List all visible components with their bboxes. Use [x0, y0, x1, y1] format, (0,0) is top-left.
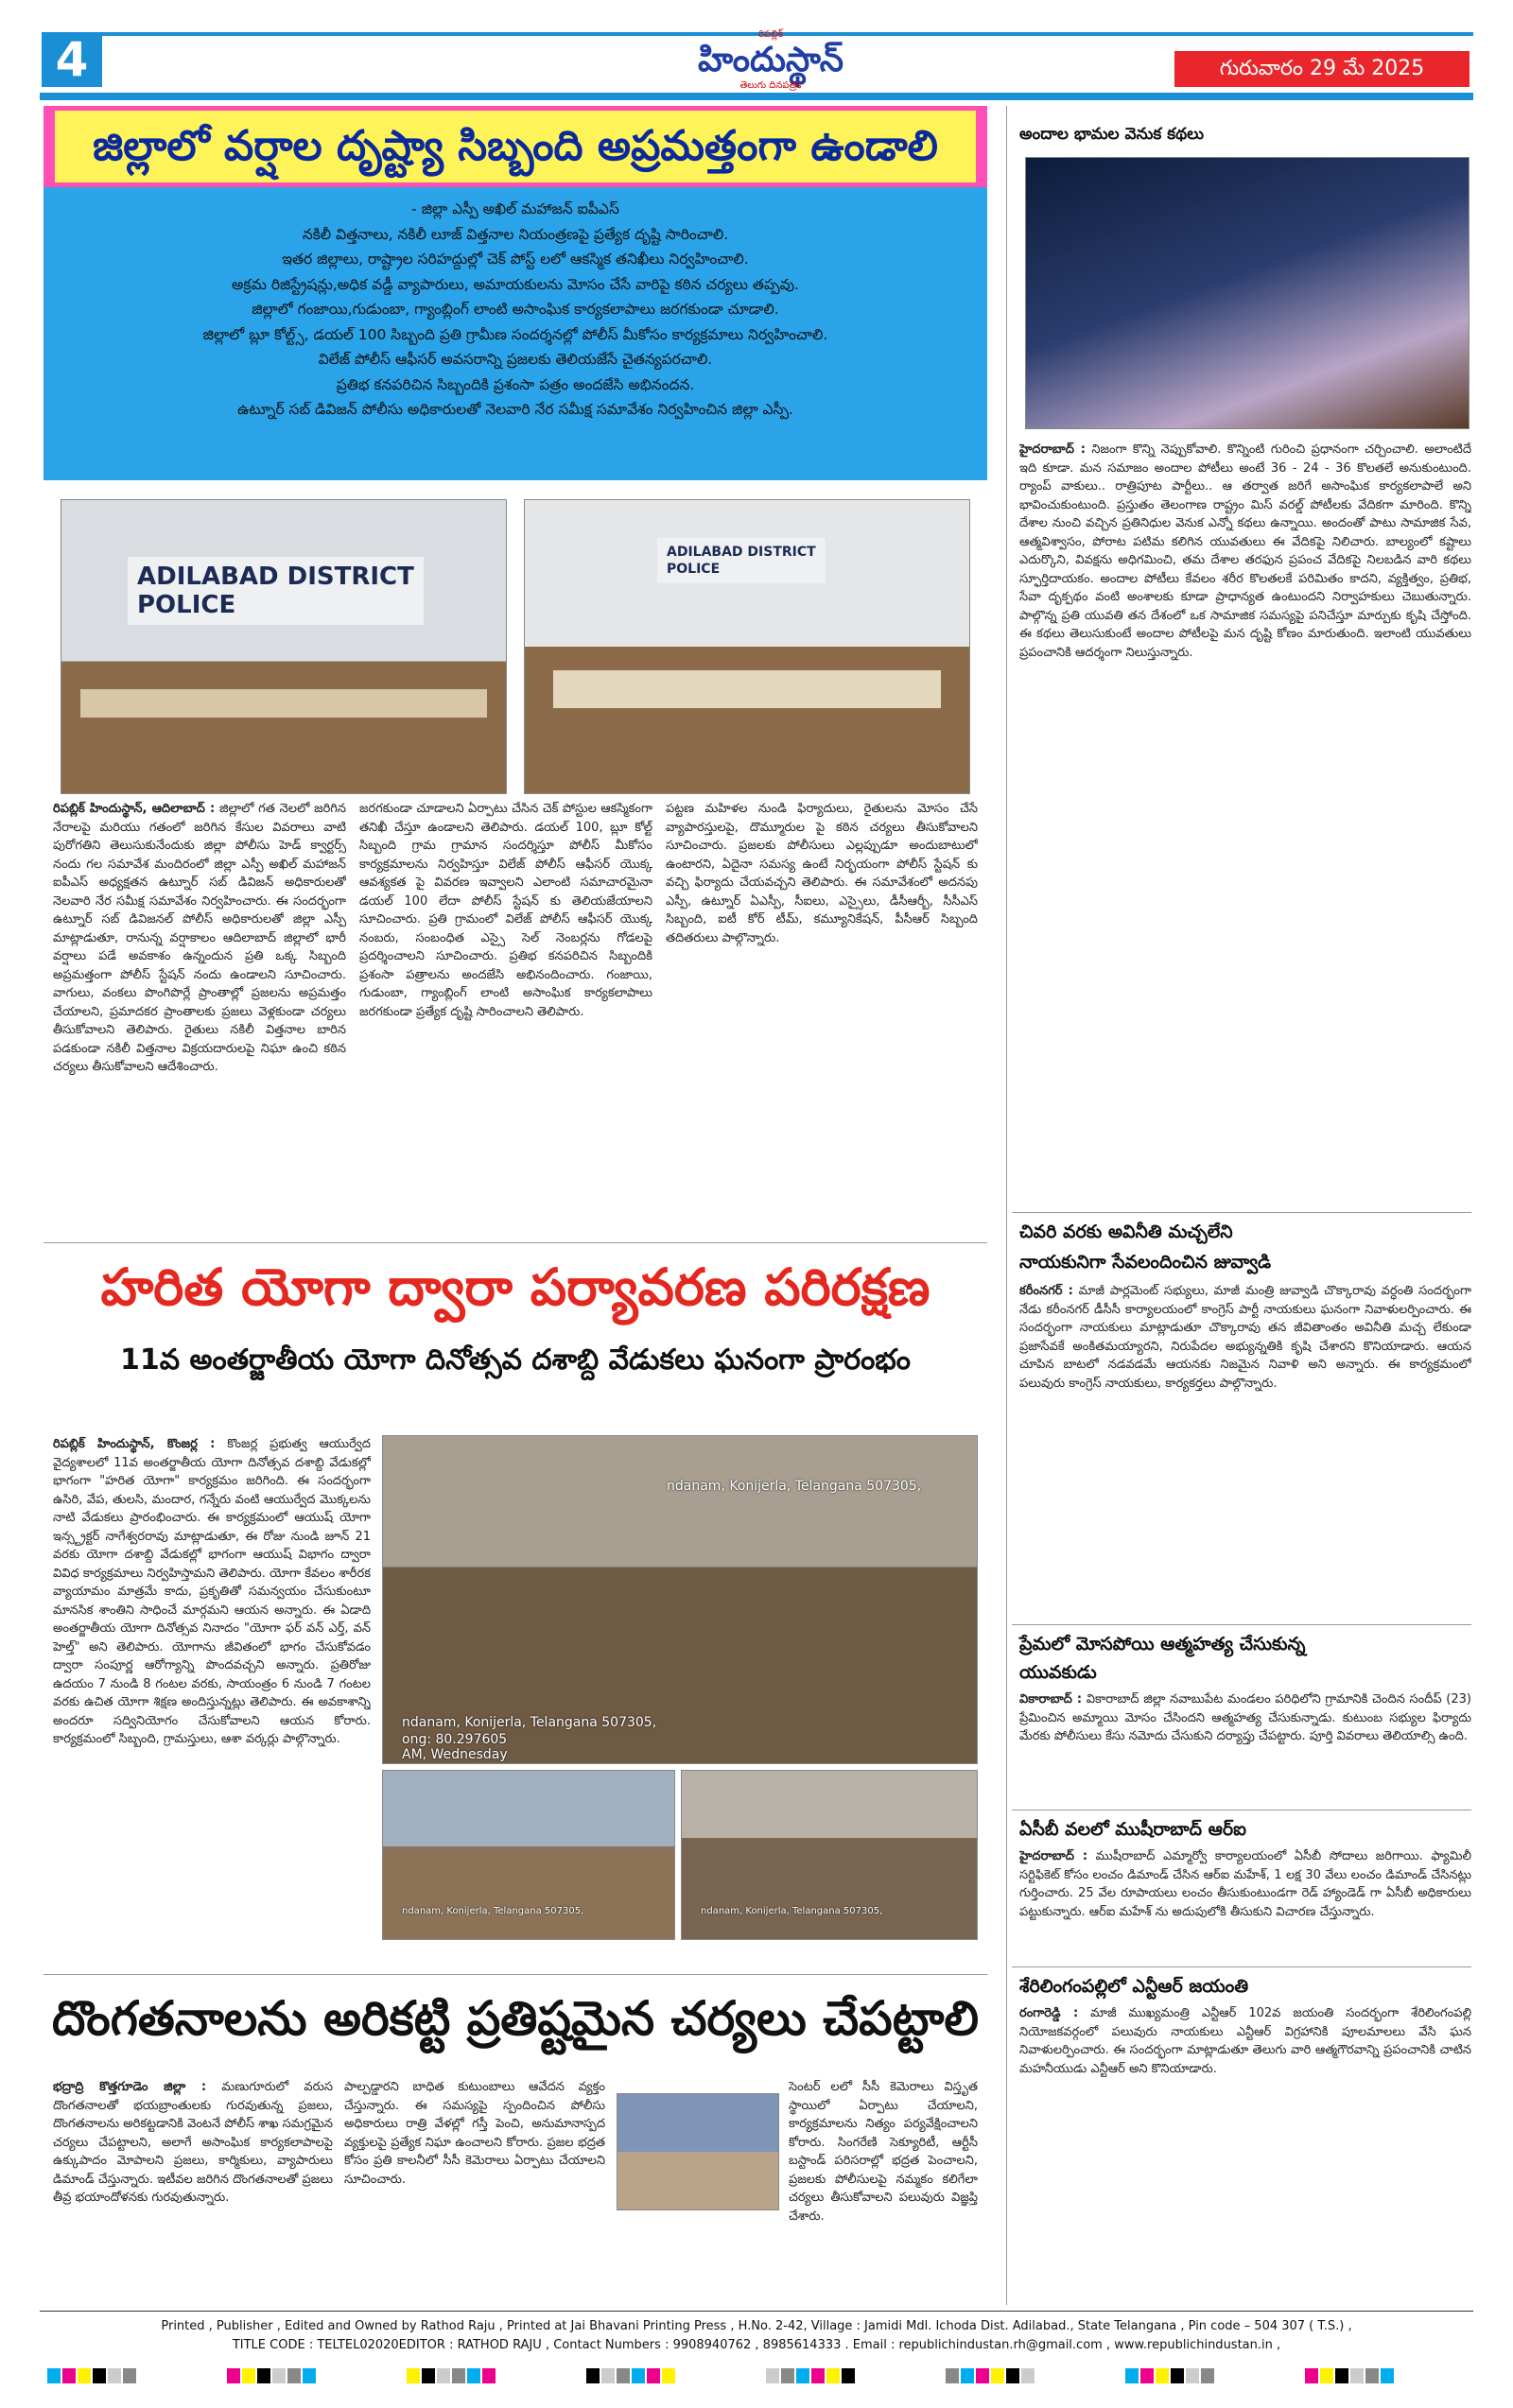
- story-juvvadi-headline-1: చివరి వరకు అవినీతి మచ్చలేని: [1019, 1221, 1233, 1242]
- page-number: 4: [42, 32, 102, 87]
- story-juvvadi-dateline: కరీంనగర్ :: [1019, 1284, 1073, 1298]
- story-ntr-headline: శేరిలింగంపల్లిలో ఎన్టీఆర్ జయంతి: [1019, 1976, 1249, 1997]
- registration-swatch: [766, 2368, 779, 2383]
- yoga-photo-3: [681, 1770, 978, 1940]
- registration-swatch: [586, 2368, 600, 2383]
- registration-swatch: [1201, 2368, 1214, 2383]
- story2-headline: హరిత యోగా ద్వారా పర్యావరణ పరిరక్షణ: [100, 1257, 930, 1317]
- registration-swatch: [601, 2368, 615, 2383]
- story1-byline: రిపబ్లిక్ హిందుస్థాన్, ఆదిలాబాద్ :: [53, 802, 216, 816]
- story1-column-1: [53, 800, 346, 1235]
- photo-sign-text: ADILABAD DISTRICT POLICE: [657, 538, 826, 583]
- story1-body-1: జిల్లాలో గత నెలలో జరిగిన నేరాలపై మరియు గతంలో జరిగిన కేసుల వివరాలు వాటి పురోగతిని తెలుసుకునేందుకు జిల్లా పోలీసు హెడ్ క్వార్టర్స్ నందు గల సమావేశ మందిరంలో జిల్లా ఎస్పీ అఖిల్ మహాజన్ ఐపీఎస్ అధ్యక్షతన ఉట్నూర్ సబ్ డివిజన్ అధికారులతో నెలవారి నేర సమీక్ష సమావేశం నిర్వహించారు. ఈ సందర్భంగా ఉట్నూర్ సబ్ డివిజనల్ పోలీస్ అధికారులతో జిల్లా ఎస్పీ మాట్లాడుతూ, రానున్న వర్షాకాలం ఆదిలాబాద్ జిల్లాలో భారీ వర్షాలు పడే అవకాశం ఉన్నందున ప్రతి ఒక్క సిబ్బంది అప్రమత్తంగా పోలీస్ స్టేషన్ నందు ఉండాలని సూచించారు. వాగులు, వంకలు పొంగిపొర్లే ప్రాంతాల్లో ప్రజలను అప్రమత్తం చేయాలని, ప్రమాదకర ప్రాంతాలకు ప్రజలు వెళ్లకుండా చర్యలు తీసుకోవాలని తెలిపారు. రైతులు నకిలీ విత్తనాల బారిన పడకుండా నకిలీ విత్తనాల విక్రయదారులపై నిఘా ఉంచి కఠిన చర్యలు తీసుకోవాలని ఆదేశించారు.: [53, 802, 346, 1074]
- story-ntr-text: మాజీ ముఖ్యమంత్రి ఎన్టీఆర్ 102వ జయంతి సందర్భంగా శేరిలింగంపల్లి నియోజకవర్గంలో పలువురు నాయకులు ఎన్టీఆర్ విగ్రహానికి పూలమాలలు వేసి ఘన నివాళులర్పించారు. ఈ సందర్భంగా మాట్లాడుతూ తెలుగు వారి ఆత్మగౌరవాన్ని ప్రపంచానికి చాటిన మహనీయుడు ఎన్టీఆర్ అని కొనియాడారు.: [1019, 2006, 1471, 2076]
- registration-swatch: [482, 2368, 496, 2383]
- registration-swatch: [1305, 2368, 1318, 2383]
- story-suicide-headline-2: యువకుడు: [1019, 1662, 1097, 1683]
- registration-swatch: [422, 2368, 435, 2383]
- divider: [43, 1242, 987, 1243]
- registration-swatch: [811, 2368, 825, 2383]
- masthead-subtitle: తెలుగు దినపత్రిక: [739, 80, 802, 91]
- registration-swatch: [93, 2368, 106, 2383]
- registration-swatch: [1021, 2368, 1035, 2383]
- story-acb-headline: ఏసీబీ వలలో ముషీరాబాద్ ఆర్ఐ: [1019, 1819, 1246, 1840]
- registration-swatch: [1156, 2368, 1169, 2383]
- photo-sign-text: ADILABAD DISTRICT POLICE: [128, 557, 424, 625]
- registration-swatch: [826, 2368, 840, 2383]
- registration-swatch: [1186, 2368, 1199, 2383]
- highlight-line: - జిల్లా ఎస్పీ అఖిల్ మహాజన్ ఐపీఎస్: [411, 200, 619, 217]
- divider: [1012, 1966, 1471, 1967]
- divider: [1012, 1624, 1471, 1625]
- story3-body-1: మణుగూరులో వరుస దొంగతనాలతో భయబ్రాంతులకు గురవుతున్న ప్రజలు, దొంగతనాలను అరికట్టడానికి వెంటనే పోలీస్ శాఖ సమగ్రమైన చర్యలు చేపట్టాలని, అలాగే అసాంఘిక కార్యకలాపాలపై ఉక్కుపాదం మోపాలని ప్రజలు, కార్మికులు, వ్యాపారులు డిమాండ్ చేస్తున్నారు. ఇటీవల జరిగిన దొంగతనాలతో ప్రజలు తీవ్ర భయాందోళనకు గురవుతున్నారు.: [53, 2080, 333, 2205]
- yoga-photo-2: [382, 1770, 675, 1940]
- story2-byline: రిపబ్లిక్ హిందుస్థాన్, కొంజర్ల :: [53, 1437, 216, 1451]
- registration-swatch: [961, 2368, 974, 2383]
- story-suicide-headline-1: ప్రేమలో మోసపోయి ఆత్మహత్య చేసుకున్న: [1019, 1634, 1306, 1654]
- registration-swatch: [946, 2368, 959, 2383]
- highlight-line: ప్రతిభ కనపరిచిన సిబ్బందికి ప్రశంసా పత్రం అందజేసి అభినందన.: [336, 375, 695, 393]
- registration-swatch: [617, 2368, 630, 2383]
- divider: [1012, 1212, 1471, 1213]
- highlight-line: అక్రమ రిజిస్ట్రేషన్లు,అధిక వడ్డీ వ్యాపారులు, అమాయకులను మోసం చేసే వారిపై కఠిన చర్యలు తప్పవు.: [232, 275, 799, 293]
- highlight-line: నకిలీ విత్తనాలు, నకిలీ లూజ్ విత్తనాల నియంత్రణపై ప్రత్యేక దృష్టి సారించాలి.: [302, 225, 729, 243]
- story3-column-1: [53, 2078, 333, 2295]
- registration-swatch: [781, 2368, 794, 2383]
- highlight-line: ఉట్నూర్ సబ్ డివిజన్ పోలీసు అధికారులతో నెలవారి నేర సమీక్ష సమావేశం నిర్వహించిన జిల్లా ఎస్పీ.: [237, 401, 793, 418]
- registration-swatch: [257, 2368, 270, 2383]
- highlight-line: ఇతర జిల్లాలు, రాష్ట్రాల సరిహద్దుల్లో చెక్ పోస్ట్ లలో ఆకస్మిక తనిఖీలు నిర్వహించాలి.: [282, 251, 749, 268]
- feature-dateline: హైదరాబాద్ :: [1019, 442, 1086, 457]
- geo-tag: ndanam, Konijerla, Telangana 507305,: [402, 1715, 657, 1730]
- registration-swatch: [1381, 2368, 1394, 2383]
- highlight-line: జిల్లాలో బ్లూ కోల్ట్స్, డయల్ 100 సిబ్బంది ప్రతి గ్రామీణ సందర్శనల్లో పోలీస్ మీకోసం కార్యక్రమాలు నిర్వహించాలి.: [202, 325, 828, 343]
- story-juvvadi-body: [1019, 1282, 1471, 1619]
- registration-swatch: [976, 2368, 989, 2383]
- story-suicide-body: [1019, 1690, 1471, 1804]
- geo-tag: ndanam, Konijerla, Telangana 507305,: [667, 1479, 922, 1494]
- column-divider: [1006, 106, 1007, 2305]
- story2-subheadline: 11వ అంతర్జాతీయ యోగా దినోత్సవ దశాబ్ది వేడుకలు ఘనంగా ప్రారంభం: [119, 1343, 912, 1377]
- registration-swatch: [287, 2368, 301, 2383]
- registration-swatch: [1140, 2368, 1154, 2383]
- geo-tag: ndanam, Konijerla, Telangana 507305,: [402, 1906, 584, 1916]
- masthead: [662, 28, 879, 89]
- registration-swatch: [796, 2368, 809, 2383]
- registration-swatch: [78, 2368, 91, 2383]
- miss-world-contestants-photo: [1025, 157, 1470, 429]
- footer-rule: [40, 2311, 1473, 2312]
- registration-swatch: [123, 2368, 136, 2383]
- registration-swatch: [1350, 2368, 1364, 2383]
- registration-swatch: [108, 2368, 121, 2383]
- registration-swatch: [303, 2368, 316, 2383]
- registration-swatch: [242, 2368, 255, 2383]
- story3-byline: భద్రాద్రి కొత్తగూడెం జిల్లా :: [53, 2080, 207, 2094]
- imprint-line-1: Printed , Publisher , Edited and Owned by Rathod Raju , Printed at Jai Bhavani Printing Press , H.No. 2-42, Village : Jamidi Mdl. Ichoda Dist. Adilabad., State Telangana , Pin code – 504 307 ( T.S.) ,: [161, 2319, 1352, 2333]
- story-acb-dateline: హైదరాబాద్ :: [1019, 1849, 1088, 1863]
- conference-table: [553, 670, 941, 708]
- imprint-line-2: TITLE CODE : TELTEL02020EDITOR : RATHOD RAJU , Contact Numbers : 9908940762 , 8985614333 . Email : republichindustan.rh@gmail.com , www.republichindustan.in ,: [232, 2338, 1281, 2352]
- registration-swatch: [842, 2368, 855, 2383]
- header-rule: [40, 93, 1473, 100]
- story2-text: కొంజర్ల ప్రభుత్వ ఆయుర్వేద వైద్యశాలలో 11వ అంతర్జాతీయ యోగా దినోత్సవ దశాబ్ది వేడుకల్లో భాగంగా "హరిత యోగా" కార్యక్రమం జరిగింది. ఈ సందర్భంగా ఉసిరి, వేప, తులసి, మందార, గన్నేరు వంటి ఆయుర్వేద మొక్కలను నాటి వేడుకలు ప్రారంభించారు. ఈ కార్యక్రమంలో ఆయుష్ యోగా ఇన్స్ట్రక్టర్ నాగేశ్వరరావు మాట్లాడుతూ, ఈ రోజు నుండి జూన్ 21 వరకు యోగా దశాబ్ది వేడుకల్లో భాగంగా ఆయుష్ విభాగం ద్వారా వివిధ కార్యక్రమాలు నిర్వహిస్తామని తెలిపారు. యోగా కేవలం శారీరక వ్యాయామం మాత్రమే కాదు, ప్రకృతితో సమన్వయం చేసుకుంటూ మానసిక శాంతిని సాధించే మార్గమని ఆయన అన్నారు. ఈ ఏడాది అంతర్జాతీయ యోగా దినోత్సవ నినాదం "యోగా ఫర్ వన్ ఎర్త్, వన్ హెల్త్" అని తెలిపారు. యోగాను జీవితంలో భాగం చేసుకోవడం ద్వారా సంపూర్ణ ఆరోగ్యాన్ని పొందవచ్చని అన్నారు. ప్రతిరోజు ఉదయం 7 నుండి 8 గంటల వరకు, సాయంత్రం 6 నుండి 7 గంటల వరకు ఉచిత యోగా శిక్షణ అందిస్తున్నట్లు తెలిపారు. ఈ అవకాశాన్ని అందరూ సద్వినియోగం చేసుకోవాలని ఆయన కోరారు. కార్యక్రమంలో సిబ్బంది, గ్రామస్తులు, ఆశా వర్కర్లు పాల్గొన్నారు.: [53, 1437, 371, 1746]
- story1-highlights: [43, 187, 987, 480]
- issue-date: గురువారం 29 మే 2025: [1174, 51, 1470, 87]
- registration-swatch: [62, 2368, 76, 2383]
- story-ntr-dateline: రంగారెడ్డి :: [1019, 2006, 1079, 2020]
- masthead-top-text: రిపబ్లిక్: [758, 29, 783, 40]
- story-juvvadi-text: మాజీ పార్లమెంట్ సభ్యులు, మాజీ మంత్రి జువ్వాడి చొక్కారావు వర్ధంతి సందర్భంగా నేడు కరీంనగర్ డీసీసీ కార్యాలయంలో కాంగ్రెస్ పార్టీ నాయకులు ఘనంగా నివాళులర్పించారు. ఈ సందర్భంగా నాయకులు మాట్లాడుతూ చొక్కారావు తన జీవితాంతం అవినీతి మచ్చ లేకుండా ప్రజాసేవకే అంకితమయ్యారని, నిరుపేదల అభ్యున్నతికి కృషి చేశారని కొనియాడారు. ఆయన చూపిన బాటలో నడవడమే ఆయనకు నిజమైన నివాళి అని అన్నారు. ఈ కార్యక్రమంలో పలువురు కాంగ్రెస్ నాయకులు, కార్యకర్తలు పాల్గొన్నారు.: [1019, 1284, 1471, 1391]
- geo-tag: AM, Wednesday: [402, 1747, 508, 1762]
- police-officer-photo: [617, 2093, 779, 2210]
- registration-swatch: [991, 2368, 1004, 2383]
- registration-swatch: [1365, 2368, 1379, 2383]
- story3-column-2: పాల్పడ్డారని బాధిత కుటుంబాలు ఆవేదన వ్యక్తం చేస్తున్నారు. ఈ సమస్యపై స్పందించిన పోలీసు అధికారులు రాత్రి వేళల్లో గస్తీ పెంచి, అనుమానాస్పద వ్యక్తులపై ప్రత్యేక నిఘా ఉంచాలని కోరారు. ప్రజల భద్రత కోసం ప్రతి కాలనీలో సీసీ కెమెరాలు ఏర్పాటు చేయాలని సూచించారు.: [344, 2080, 605, 2187]
- story-acb-body: [1019, 1847, 1471, 1961]
- registration-swatch: [632, 2368, 645, 2383]
- registration-swatch: [272, 2368, 286, 2383]
- registration-swatch: [437, 2368, 450, 2383]
- highlight-line: విలేజ్ పోలీస్ ఆఫీసర్ అవసరాన్ని ప్రజలకు తెలియజేసే చైతన్యపరచాలి.: [318, 351, 713, 368]
- feature-title: అందాల భామల వెనుక కథలు: [1019, 125, 1205, 144]
- highlight-line: జిల్లాలో గంజాయి,గుడుంబా, గ్యాంబ్లింగ్ లాంటి అసాంఘిక కార్యకలాపాలు జరగకుండా చూడాలి.: [252, 301, 779, 318]
- story1-column-3: పట్టణ మహిళల నుండి ఫిర్యాదులు, రైతులను మోసం చేసే వ్యాపారస్తులపై, దొమ్మూరుల పై కఠిన చర్యలు తీసుకోవాలని సూచించారు. ప్రజలకు పోలీసులు ఎల్లప్పుడూ అందుబాటులో ఉంటారని, ఏదైనా సమస్య ఉంటే నిర్భయంగా పోలీస్ స్టేషన్ కు వచ్చి ఫిర్యాదు చేయవచ్చని తెలిపారు. ఈ సమావేశంలో అదనపు ఎస్పీ, ఉట్నూర్ ఏఎస్పీ, సీఐలు, ఎస్సైలు, డీసీఆర్బీ, సీసీఎస్ సిబ్బంది, ఐటీ కోర్ టీమ్, కమ్యూనికేషన్, పీసీఆర్ సిబ్బంది తదితరులు పాల్గొన్నారు.: [666, 802, 978, 945]
- registration-swatch: [407, 2368, 420, 2383]
- story3-headline: దొంగతనాలను అరికట్టి ప్రతిష్టమైన చర్యలు చేపట్టాలి: [51, 1991, 980, 2046]
- story-suicide-text: వికారాబాద్ జిల్లా నవాబుపేట మండలం పరిధిలోని గ్రామానికి చెందిన సందీప్ (23) ప్రేమించిన అమ్మాయి మోసం చేసిందని ఆత్మహత్య చేసుకున్నాడు. కుటుంబ సభ్యుల ఫిర్యాదు మేరకు పోలీసులు కేసు నమోదు చేసుకుని దర్యాప్తు చేపట్టారు. పూర్తి వివరాలు తెలియాల్సి ఉంది.: [1019, 1692, 1471, 1743]
- registration-swatch: [1006, 2368, 1019, 2383]
- story1-headline: జిల్లాలో వర్షాల దృష్ట్యా సిబ్బంది అప్రమత్తంగా ఉండాలి: [55, 111, 976, 182]
- geo-tag: ndanam, Konijerla, Telangana 507305,: [701, 1906, 883, 1916]
- geo-tag: ong: 80.297605: [402, 1732, 508, 1747]
- conference-table: [80, 689, 487, 718]
- registration-swatch: [47, 2368, 61, 2383]
- registration-swatch: [1171, 2368, 1184, 2383]
- story1-column-2: జరగకుండా చూడాలని ఏర్పాటు చేసిన చెక్ పోస్టుల ఆకస్మికంగా తనిఖీ చేస్తూ ఉండాలని తెలిపారు. డయల్ 100, బ్లూ కోల్ట్ సిబ్బంది గ్రామ గ్రామాన సందర్శిస్తూ పోలీస్ మీకోసం కార్యక్రమాలను నిర్వహిస్తూ విలేజ్ పోలీస్ ఆఫీసర్ యొక్క ఆవశ్యకత పై వివరణ ఇవ్వాలని ఎలాంటి సమాచారమైనా డయల్ 100 లేదా పోలీస్ స్టేషన్ కు తెలియజేయాలని సూచించారు. ప్రతి గ్రామంలో విలేజ్ పోలీస్ ఆఫీసర్ యొక్క నంబరు, సంబంధిత ఎస్సై సెల్ నెంబర్లను గోడలపై ప్రదర్శించాలని సూచించారు. ప్రతిభ కనపరిచిన సిబ్బందికి ప్రశంసా పత్రాలను అందజేసి అభినందించారు. గంజాయి, గుడుంబా, గ్యాంబ్లింగ్ లాంటి అసాంఘిక కార్యకలాపాలు జరగకుండా ప్రత్యేక దృష్టి సారించాలని తెలిపారు.: [359, 802, 652, 1019]
- registration-swatch: [467, 2368, 480, 2383]
- story3-column-3: సెంటర్ లలో సీసీ కెమెరాలు విస్తృత స్థాయిలో ఏర్పాటు చేయాలని, కార్యక్రమాలను నిత్యం పర్యవేక్షించాలని కోరారు. సింగరేణి సెక్యూరిటీ, ఆర్టీసీ బస్టాండ్ పరిసరాల్లో భద్రత పెంచాలని, ప్రజలకు పోలీసులపై నమ్మకం కలిగేలా చర్యలు తీసుకోవాలని పలువురు విజ్ఞప్తి చేశారు.: [789, 2080, 978, 2224]
- feature-text: నిజంగా కొన్ని నెప్పుకోవాలి. కొన్నింటి గురించి ప్రధానంగా చర్చించాలి. అలాంటిదే ఇది కూడా. మన సమాజం అందాల పోటీలు అంటే 36 - 24 - 36 కొలతలే అనుకుంటుంది. ర్యాంప్ వాకులు.. రాత్రిపూట పార్టీలు.. ఆ తర్వాత జరిగే అసాంఘిక కార్యకలాపాలే అని భావించుకుంటుంది. ప్రస్తుతం తెలంగాణ రాష్ట్రం మిస్ వరల్డ్ పోటీలకు వేదికగా మారింది. కొన్ని దేశాల నుంచి వచ్చిన ప్రతినిధుల వెనుక ఎన్నో కథలు ఉన్నాయి. అందంతో పాటు సామాజిక సేవ, ఆత్మవిశ్వాసం, పోరాట పటిమ కలిగిన యువతులు ఈ వేదికపై నిలిచారు. బాల్యంలో కష్టాలు ఎదుర్కొని, వివక్షను అధిగమించి, తమ దేశాల తరఫున ప్రపంచ వేదికపై నిలబడిన వారి కథలు స్ఫూర్తిదాయకం. అందాల పోటీలు కేవలం శరీర కొలతలకే పరిమితం కాదని, వ్యక్తిత్వం, ప్రతిభ, సేవా దృక్పథం వంటి అంశాలకు కూడా ప్రాధాన్యత ఉంటుందని నిర్వాహకులు చెబుతున్నారు. పాల్గొన్న ప్రతి యువతి తన దేశంలో ఒక సామాజిక సమస్యపై పనిచేస్తూ మార్పుకు కృషి చేస్తోంది. ఈ కథలు తెలుసుకుంటే అందాల పోటీలపై మన దృష్టి కోణం మారుతుంది. ఇలాంటి యువతులు ప్రపంచానికి ఆదర్శంగా నిలుస్తున్నారు.: [1019, 442, 1471, 660]
- story1-headline-box: [43, 106, 987, 187]
- registration-swatch: [1320, 2368, 1333, 2383]
- registration-swatch: [662, 2368, 675, 2383]
- feature-body: [1019, 441, 1471, 1206]
- registration-swatch: [227, 2368, 240, 2383]
- registration-swatch: [1335, 2368, 1348, 2383]
- story-suicide-dateline: వికారాబాద్ :: [1019, 1692, 1083, 1706]
- story-acb-text: ముషీరాబాద్ ఎమ్మార్వో కార్యాలయంలో ఏసీబీ సోదాలు జరిగాయి. ఫ్యామిలీ సర్టిఫికెట్ కోసం లంచం డిమాండ్ చేసిన ఆర్ఐ మహేశ్, 1 లక్ష 30 వేలు లంచం డిమాండ్ చేసినట్లు గుర్తించారు. 25 వేల రూపాయలు లంచం తీసుకుంటుండగా రెడ్ హ్యాండెడ్ గా ఏసీబీ అధికారులు పట్టుకున్నారు. ఆర్ఐ మహేశ్ ను అదుపులోకి తీసుకుని విచారణ చేస్తున్నారు.: [1019, 1849, 1471, 1919]
- newspaper-logo: హిందుస్థాన్: [697, 41, 843, 79]
- story2-body: [53, 1435, 371, 1965]
- story-ntr-body: [1019, 2004, 1471, 2288]
- police-meeting-photo-1: [61, 499, 507, 794]
- registration-swatch: [647, 2368, 660, 2383]
- yoga-photo-collage: [382, 1435, 978, 1764]
- divider: [43, 1974, 987, 1975]
- police-meeting-photo-2: [524, 499, 970, 794]
- registration-swatch: [452, 2368, 465, 2383]
- registration-swatch: [1125, 2368, 1139, 2383]
- story-juvvadi-headline-2: నాయకునిగా సేవలందించిన జువ్వాడి: [1019, 1252, 1272, 1273]
